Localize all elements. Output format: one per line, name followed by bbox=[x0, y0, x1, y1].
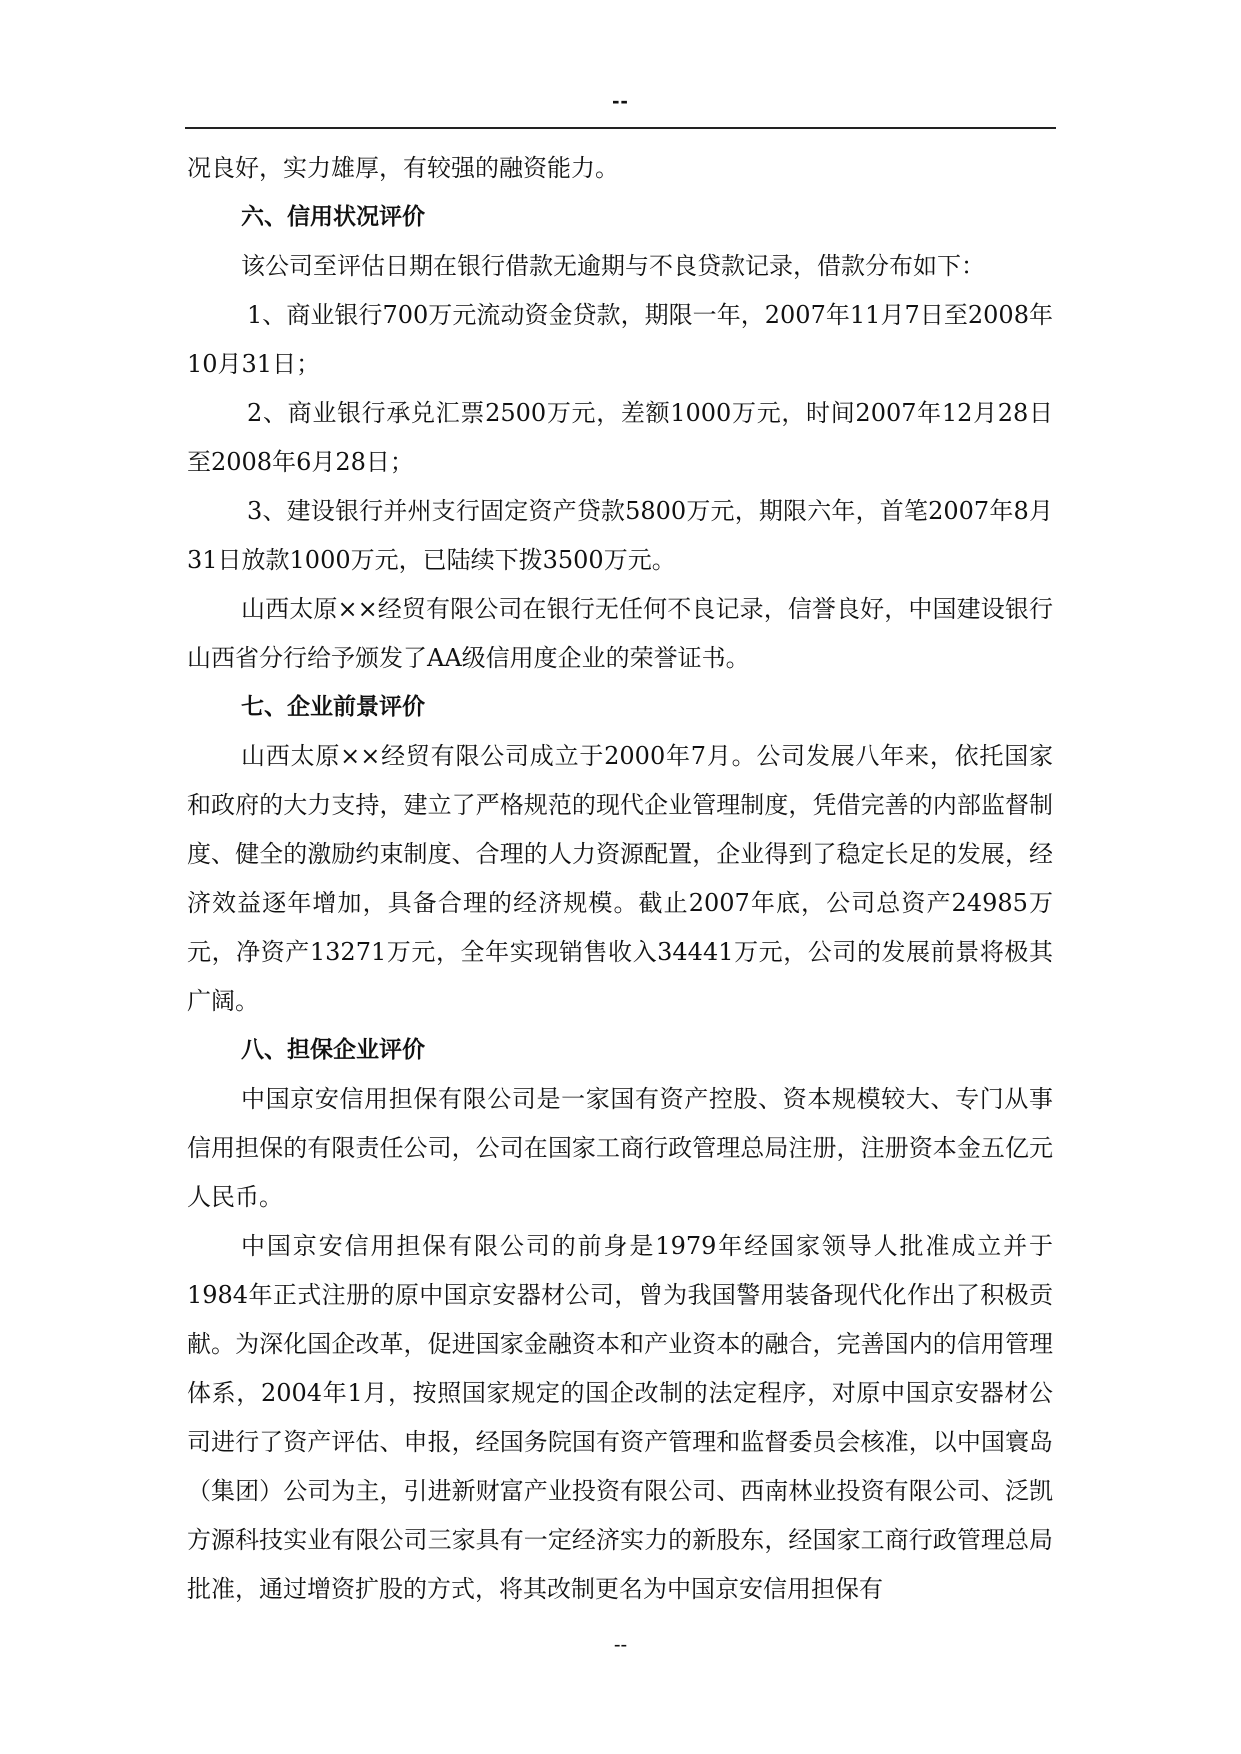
document-body bbox=[187, 144, 1053, 1614]
paragraph-credit-intro: 该公司至评估日期在银行借款无逾期与不良贷款记录，借款分布如下： bbox=[241, 252, 985, 280]
paragraph-guarantor-history: 中国京安信用担保有限公司的前身是1979年经国家领导人批准成立并于1984年正式注册的原中国京安器材公司，曾为我国警用装备现代化作出了积极贡献。为深化国企改革，促进国家金融资本和产业资本的融合，完善国内的信用管理体系，2004年1月，按照国家规定的国企改制的法定程序，对原中国京安器材公司进行了资产评估、申报，经国务院国有资产管理和监督委员会核准，以中国寰岛（集团）公司为主，引进新财富产业投资有限公司、西南林业投资有限公司、泛凯方源科技实业有限公司三家具有一定经济实力的新股东，经国家工商行政管理总局批准，通过增资扩股的方式，将其改制更名为中国京安信用担保有 bbox=[187, 1232, 1053, 1603]
section-heading-credit: 六、信用状况评价 bbox=[241, 204, 425, 230]
header-rule bbox=[185, 127, 1056, 129]
paragraph-continuation: 况良好，实力雄厚，有较强的融资能力。 bbox=[187, 154, 619, 182]
loan-item-3: 3、建设银行并州支行固定资产贷款5800万元，期限六年，首笔2007年8月31日放款1000万元，已陆续下拨3500万元。 bbox=[187, 497, 1053, 574]
paragraph-guarantor-intro: 中国京安信用担保有限公司是一家国有资产控股、资本规模较大、专门从事信用担保的有限责任公司，公司在国家工商行政管理总局注册，注册资本金五亿元人民币。 bbox=[187, 1085, 1053, 1211]
loan-item-2: 2、商业银行承兑汇票2500万元，差额1000万元，时间2007年12月28日至2008年6月28日； bbox=[187, 399, 1053, 476]
loan-item-1: 1、商业银行700万元流动资金贷款，期限一年，2007年11月7日至2008年10月31日； bbox=[187, 301, 1053, 378]
page-header-mark: -- bbox=[612, 88, 629, 113]
section-heading-prospect: 七、企业前景评价 bbox=[241, 694, 425, 720]
page-footer-mark: -- bbox=[613, 1634, 628, 1656]
paragraph-prospect: 山西太原××经贸有限公司成立于2000年7月。公司发展八年来，依托国家和政府的大力支持，建立了严格规范的现代企业管理制度，凭借完善的内部监督制度、健全的激励约束制度、合理的人力资源配置，企业得到了稳定长足的发展，经济效益逐年增加，具备合理的经济规模。截止2007年底，公司总资产24985万元，净资产13271万元，全年实现销售收入34441万元，公司的发展前景将极其广阔。 bbox=[187, 742, 1053, 1015]
section-heading-guarantor: 八、担保企业评价 bbox=[241, 1037, 425, 1063]
paragraph-credit-record: 山西太原××经贸有限公司在银行无任何不良记录，信誉良好，中国建设银行山西省分行给予颁发了AA级信用度企业的荣誉证书。 bbox=[187, 595, 1053, 672]
